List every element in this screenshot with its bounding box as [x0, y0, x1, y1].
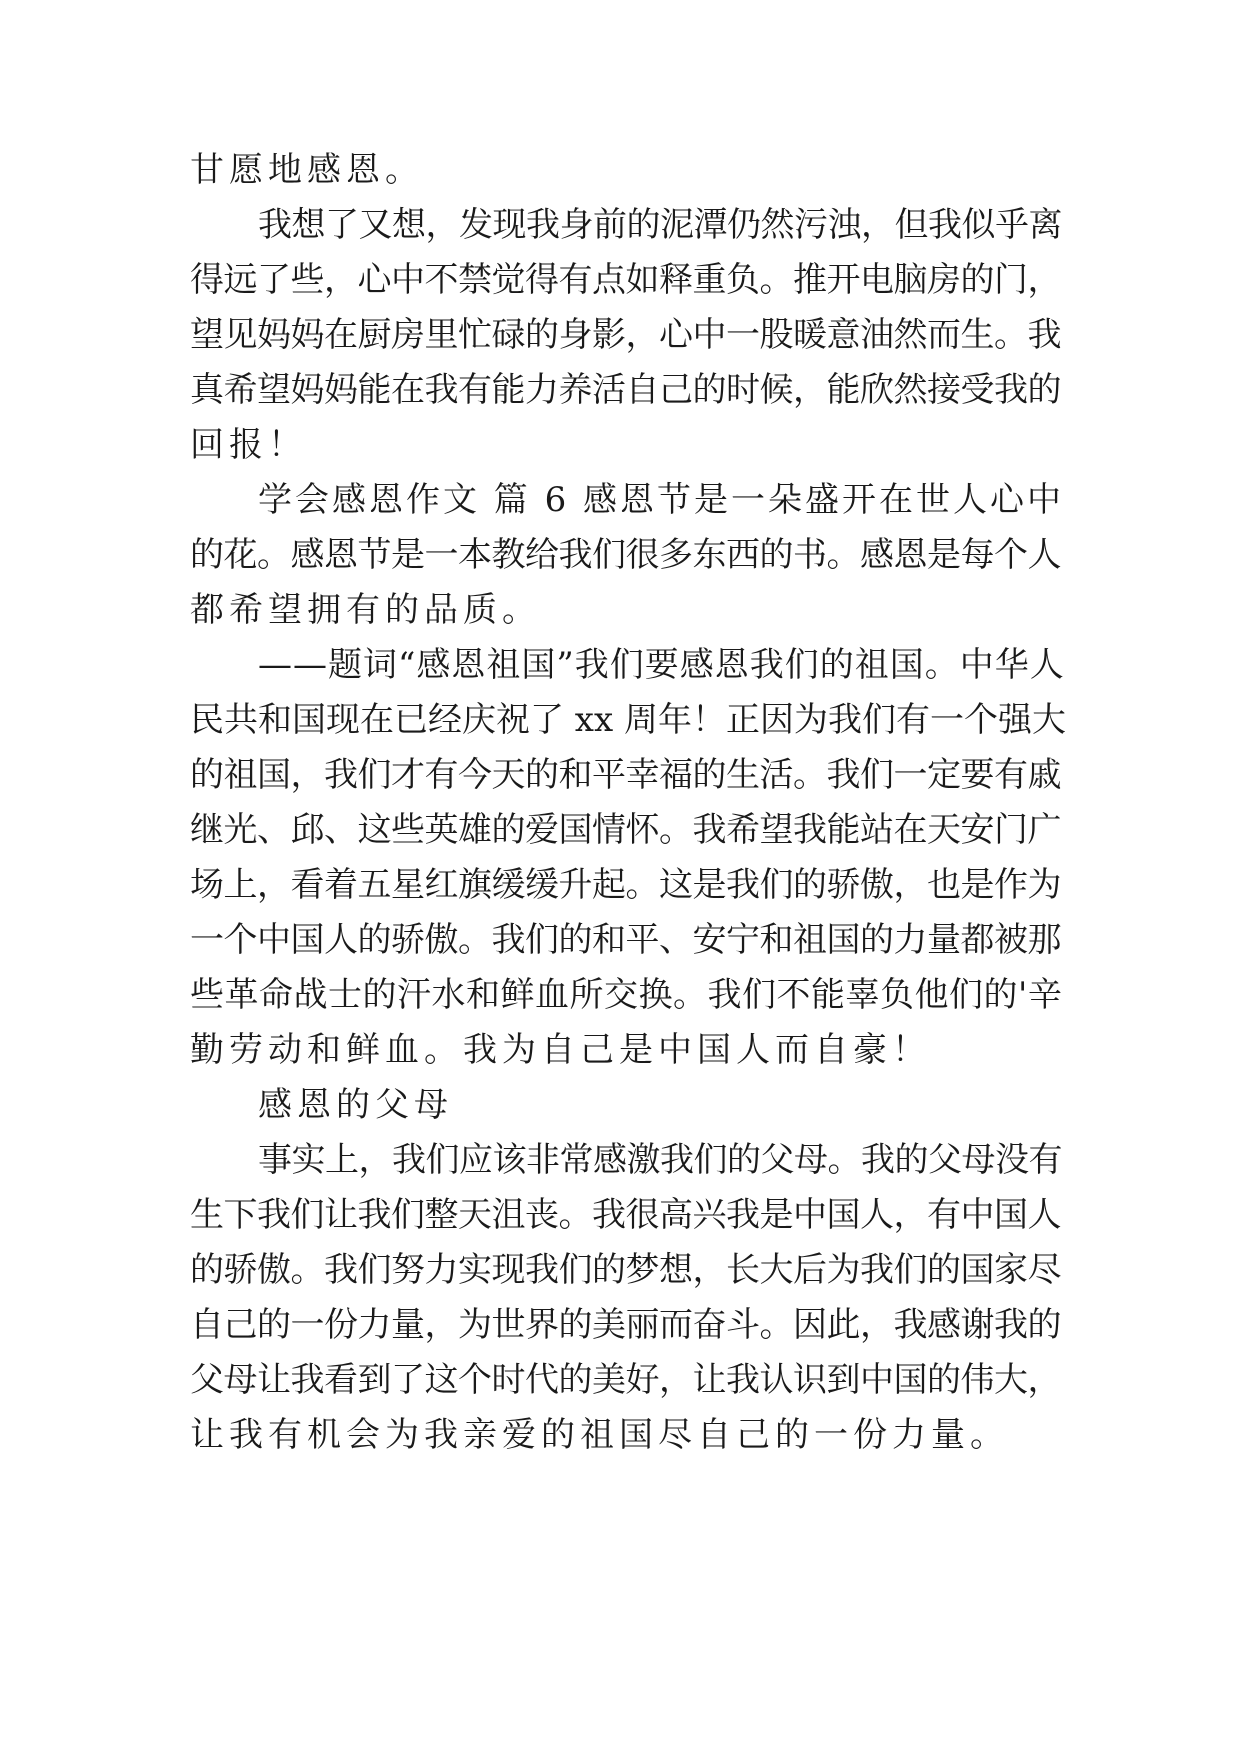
- text-line: 的骄傲。我们努力实现我们的梦想，长大后为我们的国家尽: [190, 1250, 1061, 1290]
- text-line: 场上，看着五星红旗缓缓升起。这是我们的骄傲，也是作为: [190, 865, 1061, 905]
- text-line: 都希望拥有的品质。: [190, 590, 541, 630]
- text-line: 真希望妈妈能在我有能力养活自己的时候，能欣然接受我的: [190, 370, 1061, 410]
- text-line: 些革命战士的汗水和鲜血所交换。我们不能辜负他们的'辛: [190, 975, 1063, 1015]
- section-heading: 感恩的父母: [258, 1085, 453, 1125]
- text-line: 回报！: [190, 425, 307, 465]
- text-line: ——题词“感恩祖国”我们要感恩我们的祖国。中华人: [258, 645, 1065, 685]
- text-line: 自己的一份力量，为世界的美丽而奋斗。因此，我感谢我的: [190, 1305, 1061, 1345]
- text-line: 望见妈妈在厨房里忙碌的身影，心中一股暖意油然而生。我: [190, 315, 1061, 355]
- text-line: 一个中国人的骄傲。我们的和平、安宁和祖国的力量都被那: [190, 920, 1061, 960]
- text-line: 得远了些，心中不禁觉得有点如释重负。推开电脑房的门，: [190, 260, 1061, 300]
- text-line: 学会感恩作文 篇 6 感恩节是一朵盛开在世人心中: [258, 480, 1065, 520]
- text-line: 事实上，我们应该非常感激我们的父母。我的父母没有: [258, 1140, 1062, 1180]
- text-line: 甘愿地感恩。: [190, 150, 424, 190]
- text-line: 生下我们让我们整天沮丧。我很高兴我是中国人，有中国人: [190, 1195, 1061, 1235]
- text-line: 的花。感恩节是一本教给我们很多东西的书。感恩是每个人: [190, 535, 1061, 575]
- text-line: 父母让我看到了这个时代的美好，让我认识到中国的伟大，: [190, 1360, 1061, 1400]
- text-line: 勤劳动和鲜血。我为自己是中国人而自豪！: [190, 1030, 931, 1070]
- text-line: 继光、邱、这些英雄的爱国情怀。我希望我能站在天安门广: [190, 810, 1061, 850]
- text-line: 让我有机会为我亲爱的祖国尽自己的一份力量。: [190, 1415, 1009, 1455]
- text-line: 的祖国，我们才有今天的和平幸福的生活。我们一定要有戚: [190, 755, 1061, 795]
- text-line: 我想了又想，发现我身前的泥潭仍然污浊，但我似乎离: [258, 205, 1062, 245]
- text-line: 民共和国现在已经庆祝了 xx 周年！正因为我们有一个强大: [190, 700, 1066, 740]
